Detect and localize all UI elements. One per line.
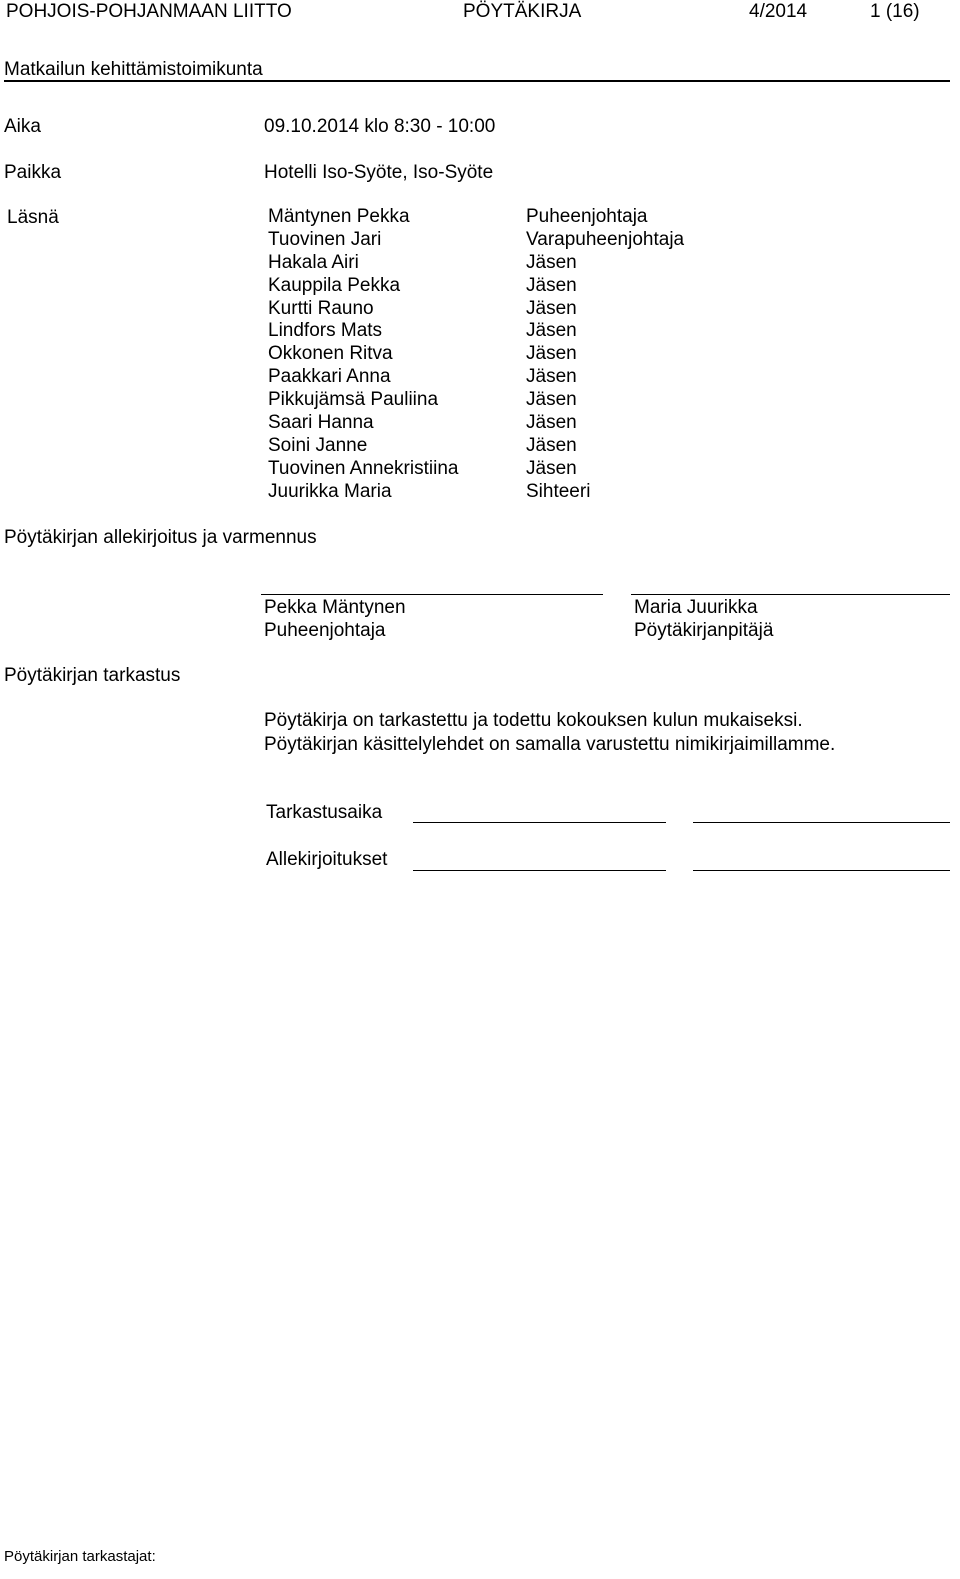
member-name: Mäntynen Pekka — [268, 206, 410, 227]
list-item — [268, 252, 684, 275]
member-role: Jäsen — [526, 343, 577, 365]
member-name: Okkonen Ritva — [268, 343, 393, 365]
review-time-line-1 — [413, 822, 666, 823]
member-role: Jäsen — [526, 297, 577, 319]
member-role: Jäsen — [526, 412, 577, 434]
member-role: Jäsen — [526, 251, 577, 273]
list-item — [268, 275, 684, 298]
chair-signature-line — [261, 594, 603, 595]
member-name: Lindfors Mats — [268, 320, 383, 342]
member-name: Tuovinen Annekristiina — [268, 457, 459, 479]
member-role: Jäsen — [526, 366, 577, 388]
place-value: Hotelli Iso-Syöte, Iso-Syöte — [264, 162, 494, 183]
list-item — [268, 458, 684, 481]
member-role: Puheenjohtaja — [526, 206, 648, 227]
review-statement-line2: Pöytäkirjan käsittelylehdet on samalla varustettu nimikirjaimillamme. — [264, 734, 836, 755]
organization-name: POHJOIS-POHJANMAAN LIITTO — [6, 1, 292, 22]
list-item — [268, 481, 684, 504]
review-signature-line-2 — [693, 870, 950, 871]
document-number: 4/2014 — [749, 1, 808, 22]
time-value: 09.10.2014 klo 8:30 - 10:00 — [264, 116, 496, 137]
list-item — [268, 206, 684, 229]
member-name: Juurikka Maria — [268, 480, 392, 502]
reviewers-footer-label: Pöytäkirjan tarkastajat: — [4, 1548, 156, 1565]
review-signatures-label: Allekirjoitukset — [266, 849, 388, 870]
review-time-line-2 — [693, 822, 950, 823]
list-item — [268, 412, 684, 435]
member-name: Paakkari Anna — [268, 366, 391, 388]
review-signature-line-1 — [413, 870, 666, 871]
review-time-label: Tarkastusaika — [266, 802, 383, 823]
member-name: Soini Janne — [268, 434, 368, 456]
place-label: Paikka — [4, 162, 62, 183]
attendance-label: Läsnä — [7, 207, 59, 228]
member-role: Jäsen — [526, 389, 577, 411]
secretary-name: Maria Juurikka — [634, 597, 758, 618]
member-name: Saari Hanna — [268, 412, 374, 434]
member-name: Hakala Airi — [268, 251, 359, 273]
chair-title: Puheenjohtaja — [264, 620, 386, 641]
list-item — [268, 389, 684, 412]
secretary-title: Pöytäkirjanpitäjä — [634, 620, 774, 641]
member-role: Jäsen — [526, 457, 577, 479]
page-number: 1 (16) — [870, 1, 920, 22]
list-item — [268, 298, 684, 321]
attendance-list — [268, 206, 684, 504]
review-label: Pöytäkirjan tarkastus — [4, 665, 181, 686]
committee-name: Matkailun kehittämistoimikunta — [4, 59, 263, 80]
member-name: Pikkujämsä Pauliina — [268, 389, 439, 411]
member-name: Tuovinen Jari — [268, 228, 382, 250]
time-label: Aika — [4, 116, 41, 137]
list-item — [268, 320, 684, 343]
member-name: Kauppila Pekka — [268, 274, 401, 296]
document-type: PÖYTÄKIRJA — [463, 1, 582, 22]
list-item — [268, 343, 684, 366]
member-role: Varapuheenjohtaja — [526, 228, 685, 250]
member-name: Kurtti Rauno — [268, 297, 374, 319]
member-role: Jäsen — [526, 274, 577, 296]
member-role: Jäsen — [526, 434, 577, 456]
review-statement-line1: Pöytäkirja on tarkastettu ja todettu kokouksen kulun mukaiseksi. — [264, 710, 803, 731]
secretary-signature-line — [631, 594, 950, 595]
list-item — [268, 229, 684, 252]
chair-name: Pekka Mäntynen — [264, 597, 406, 618]
list-item — [268, 366, 684, 389]
member-role: Sihteeri — [526, 480, 591, 502]
signatures-label: Pöytäkirjan allekirjoitus ja varmennus — [4, 527, 317, 548]
list-item — [268, 435, 684, 458]
member-role: Jäsen — [526, 320, 577, 342]
header-divider — [4, 80, 950, 82]
